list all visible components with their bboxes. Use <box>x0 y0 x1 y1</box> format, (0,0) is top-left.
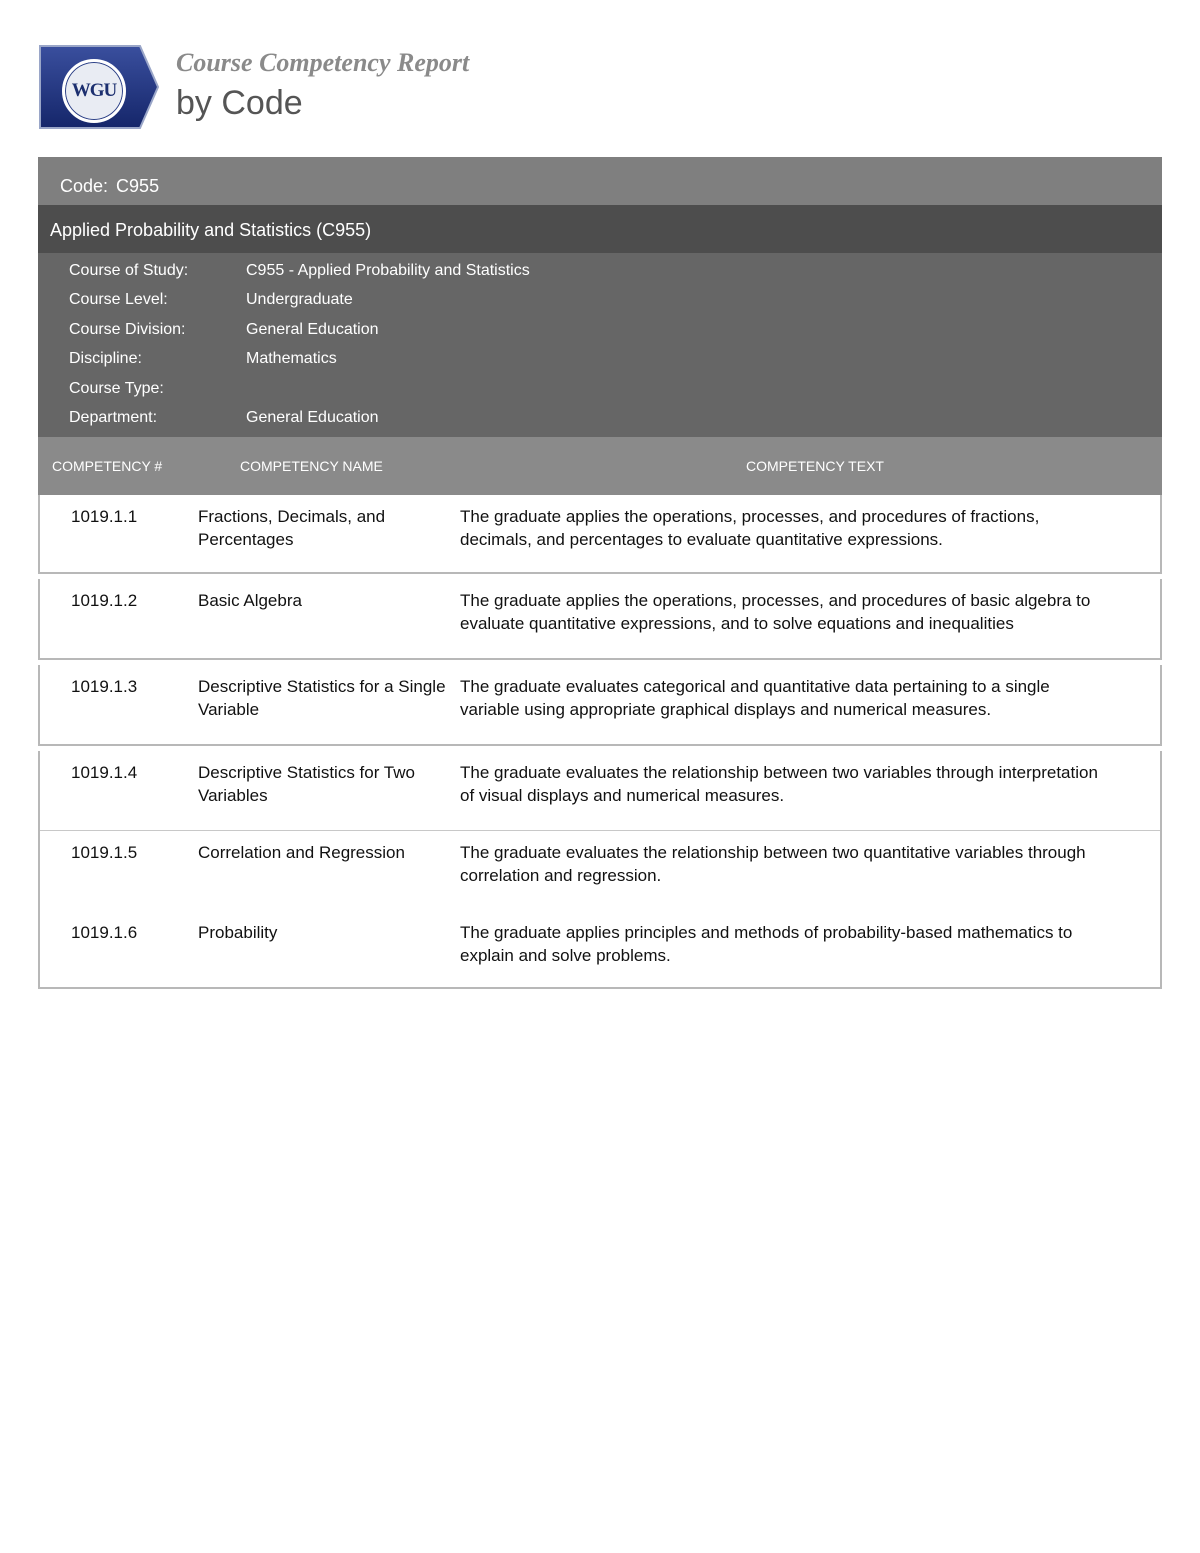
code-bar <box>38 157 1162 205</box>
report-header <box>38 44 638 134</box>
competency-name: Probability <box>198 923 278 943</box>
competency-text: The graduate applies the operations, processes, and procedures of basic algebra to evaluate quantitative expressions, and to solve equations and inequalities <box>460 591 1091 634</box>
competency-name: Correlation and Regression <box>198 843 405 863</box>
competency-name: Basic Algebra <box>198 591 302 611</box>
table-row <box>40 665 1160 746</box>
competency-name: Fractions, Decimals, and Percentages <box>198 507 386 550</box>
competency-name: Descriptive Statistics for a Single Variable <box>198 677 446 720</box>
column-header-text: COMPETENCY TEXT <box>746 458 884 475</box>
competency-text: The graduate evaluates categorical and quantitative data pertaining to a single variable using appropriate graphical displays and numerical measures. <box>460 677 1050 720</box>
competency-table <box>38 665 1162 746</box>
detail-value: Undergraduate <box>246 291 353 309</box>
competency-text: The graduate applies the operations, processes, and procedures of fractions, decimals, and percentages to evaluate quantitative expressions. <box>460 507 1040 550</box>
detail-label: Discipline: <box>69 350 142 368</box>
detail-label: Course Division: <box>69 320 186 338</box>
table-row <box>40 831 1160 911</box>
competency-text: The graduate evaluates the relationship between two variables through interpretation of visual displays and numerical measures. <box>460 763 1098 806</box>
code-label: Code: <box>60 176 109 196</box>
detail-label: Course Level: <box>69 291 168 309</box>
competency-number: 1019.1.4 <box>71 763 138 783</box>
detail-label: Course Type: <box>69 379 164 397</box>
table-row <box>40 911 1160 989</box>
competency-table <box>38 579 1162 660</box>
detail-value: General Education <box>246 408 379 426</box>
detail-row <box>38 288 1162 317</box>
detail-value: General Education <box>246 320 379 338</box>
competency-table <box>38 495 1162 574</box>
column-header-name: COMPETENCY NAME <box>240 458 383 475</box>
detail-value: Mathematics <box>246 350 337 368</box>
table-row <box>40 495 1160 574</box>
report-title: Course Competency Report <box>176 48 470 77</box>
competency-number: 1019.1.5 <box>71 843 138 863</box>
competency-number: 1019.1.6 <box>71 923 138 943</box>
detail-row <box>38 347 1162 376</box>
detail-row <box>38 377 1162 406</box>
competency-name: Descriptive Statistics for Two Variables <box>198 763 415 806</box>
competency-number: 1019.1.3 <box>71 677 138 697</box>
competency-number: 1019.1.1 <box>71 507 138 527</box>
competency-report <box>38 157 1162 989</box>
detail-row <box>38 259 1162 288</box>
detail-value: C955 - Applied Probability and Statistics <box>246 262 530 279</box>
competency-text: The graduate applies principles and methods of probability-based mathematics to explain and solve problems. <box>460 923 1073 966</box>
column-header-number: COMPETENCY # <box>52 458 163 475</box>
table-header <box>38 437 1162 495</box>
competency-number: 1019.1.2 <box>71 591 138 611</box>
table-row <box>40 579 1160 660</box>
report-subtitle: by Code <box>176 84 303 122</box>
competency-text: The graduate evaluates the relationship between two quantitative variables through correlation and regression. <box>460 843 1086 886</box>
wgu-logo: WGU <box>62 59 126 123</box>
detail-row <box>38 406 1162 435</box>
code-value: C955 <box>116 176 160 196</box>
course-details <box>38 253 1162 437</box>
detail-value <box>246 377 1162 406</box>
course-title: Applied Probability and Statistics (C955) <box>38 205 1162 253</box>
competency-table <box>38 751 1162 989</box>
table-row <box>40 751 1160 831</box>
detail-row <box>38 318 1162 347</box>
detail-label: Department: <box>69 408 158 426</box>
detail-label: Course of Study: <box>69 262 189 279</box>
